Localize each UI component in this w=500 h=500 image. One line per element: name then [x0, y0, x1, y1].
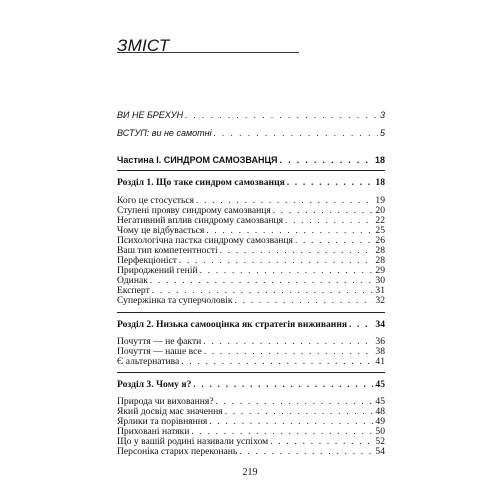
dot-leader: [279, 155, 373, 166]
section-divider: [117, 312, 385, 313]
toc-entry-page: 20: [375, 205, 385, 216]
toc-entry: [117, 128, 385, 139]
toc-entry-page: 34: [375, 319, 385, 330]
toc-entry-page: 41: [375, 356, 385, 367]
toc-entry: [117, 110, 385, 121]
dot-leader: [235, 295, 374, 306]
toc-entry-page: 50: [375, 426, 385, 437]
toc-entry-page: 28: [375, 255, 385, 266]
toc-entry-page: 49: [375, 416, 385, 427]
toc-heading: ЗМІСТ: [117, 36, 170, 55]
toc-entry-label: Кого це стосується: [117, 195, 195, 206]
toc-entry-page: 32: [375, 295, 385, 306]
dot-leader: [214, 128, 378, 139]
toc-entry-label: Почуття — наше все: [117, 346, 202, 357]
toc-entry-page: 30: [375, 275, 385, 286]
toc-entry-page: 38: [375, 346, 385, 357]
toc-entry: [117, 356, 385, 367]
toc-entry-page: 45: [375, 396, 385, 407]
toc-entry-label: Природжений геній: [117, 265, 198, 276]
toc-chapter-entry: [117, 379, 385, 390]
toc-entry-label: Який досвід має значення: [117, 406, 223, 417]
toc-entry-label: Ваш тип компетентності: [117, 245, 218, 256]
dot-leader: [349, 319, 373, 330]
toc-entry-page: 22: [375, 215, 385, 226]
section-divider: [117, 372, 385, 373]
toc-entry-label: Розділ 2. Низька самооцінка як стратегія виживання: [117, 319, 348, 330]
dot-leader: [287, 177, 374, 188]
toc-entry-label: Ступені прояву синдрому самозванця: [117, 205, 271, 216]
toc-entry-page: 26: [375, 235, 385, 246]
toc-entry-label: Супержінка та суперчоловік: [117, 295, 233, 306]
toc-part-entry: [117, 155, 385, 166]
toc-entry-label: Експерт: [117, 285, 150, 296]
toc-entry-label: Персоніка старих переконань: [117, 446, 238, 457]
toc-entry-page: 54: [375, 446, 385, 457]
toc-entry-page: 3: [379, 110, 385, 120]
toc-chapter-entry: [117, 319, 385, 330]
toc-entry-label: Природа чи виховання?: [117, 396, 214, 407]
dot-leader: [181, 356, 373, 367]
toc-entry-page: 5: [379, 128, 385, 138]
toc-entry-label: Ярлики та порівняння: [117, 416, 208, 427]
toc-entry-page: 36: [375, 336, 385, 347]
dot-leader: [185, 110, 378, 121]
toc-entry-page: 19: [375, 195, 385, 206]
toc-entry-label: Розділ 1. Що таке синдром самозванця: [117, 177, 285, 188]
toc-entry-page: 52: [375, 436, 385, 447]
toc-entry-page: 45: [375, 379, 385, 390]
toc-entry-label: Що у вашій родині називали успіхом: [117, 436, 269, 447]
toc-entry-page: 48: [375, 406, 385, 417]
toc-entry-page: 28: [375, 245, 385, 256]
toc-entry-label: Чому це відбувається: [117, 225, 205, 236]
toc-entry-label: Перфекціоніст: [117, 255, 177, 266]
toc-entry-label: Розділ 3. Чому я?: [117, 379, 192, 390]
toc-entry-page: 18: [375, 177, 385, 188]
toc-entry-label: Частина І. СИНДРОМ САМОЗВАНЦЯ: [117, 155, 278, 165]
toc-entry-page: 29: [375, 265, 385, 276]
dot-leader: [193, 379, 373, 390]
toc-chapter-entry: [117, 177, 385, 188]
toc-entry-label: Приховані натяки: [117, 426, 190, 437]
section-divider: [117, 170, 385, 171]
toc-entry-label: Одинак: [117, 275, 148, 286]
toc-entry: [117, 446, 385, 457]
toc-entry-page: 25: [375, 225, 385, 236]
toc-entry: [117, 295, 385, 306]
toc-entry-page: 18: [374, 155, 385, 165]
toc-entry-label: Негативний вплив синдрому самозванця: [117, 215, 284, 226]
toc-entry-label: ВСТУП: ви не самотні: [117, 128, 212, 138]
toc-entry-label: ВИ НЕ БРЕХУН: [117, 110, 184, 120]
page-number: 219: [242, 467, 258, 478]
toc-entry-label: Почуття — не факти: [117, 336, 202, 347]
toc-entry-label: Є альтернатива: [117, 356, 180, 367]
heading-underline: [117, 52, 299, 53]
dot-leader: [239, 446, 373, 457]
toc-entry-label: Психологічна пастка синдрому самозванця: [117, 235, 293, 246]
toc-entry-page: 31: [375, 285, 385, 296]
